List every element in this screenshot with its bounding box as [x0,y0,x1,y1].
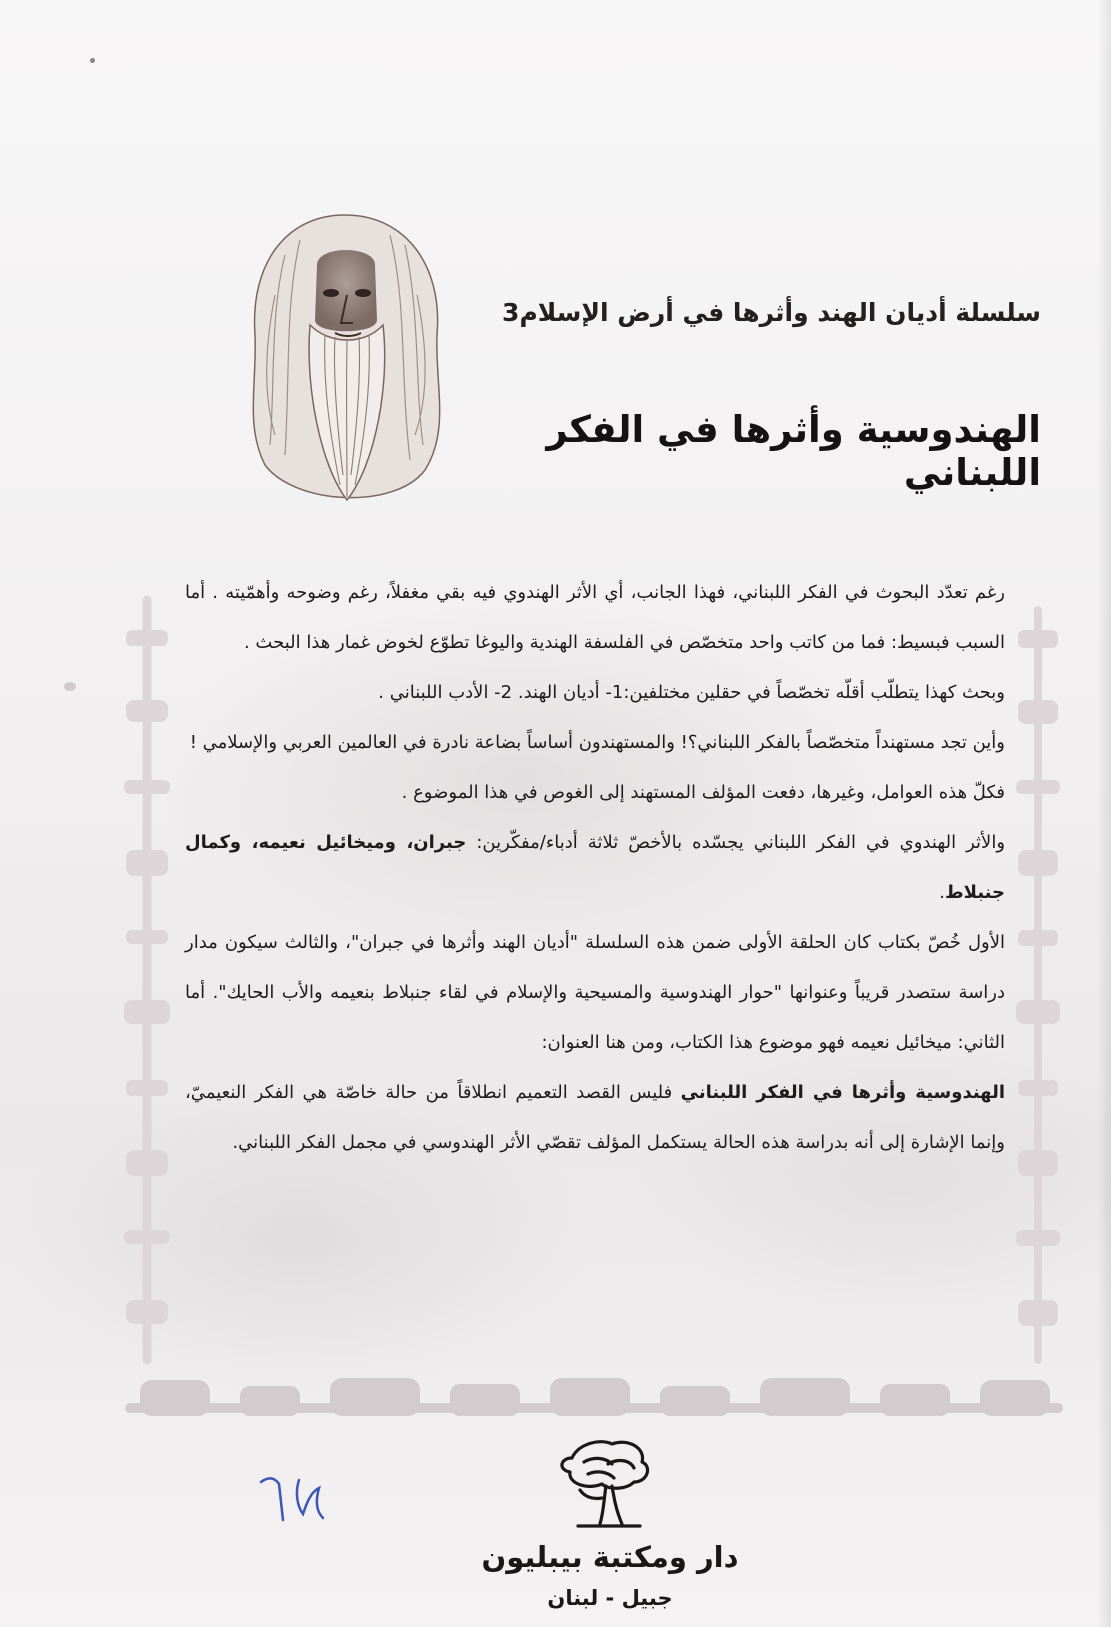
blurb-paragraph-5-start: والأثر الهندوي في الفكر اللبناني يجسّده بالأخصّ ثلاثة أدباء/مفكّرين: [466,832,1006,853]
blurb-paragraph-1: رغم تعدّد البحوث في الفكر اللبناني، فهذا الجانب، أي الأثر الهندوي فيه بقي مغفلاً، رغم وضوحه وأهمّيته . أما السبب فبسيط: فما من كاتب واحد متخصّص في الفلسفة الهندية واليوغا تطوّع لخوض غمار هذا البحث . [185,582,1005,653]
scan-speck [64,682,76,691]
author-names: جبران، وميخائيل نعيمه، وكمال جنبلاط [185,832,1005,903]
calligraphy-frame-left [118,590,176,1370]
scan-speck [90,58,95,63]
blurb-paragraph-3: وأين تجد مستهنداً متخصّصاً بالفكر اللبناني؟! والمستهندون أساساً بضاعة نادرة في العالمين العربي والإسلامي ! [189,732,1005,753]
blurb-paragraph-4: فكلّ هذه العوامل، وغيرها، دفعت المؤلف المستهند إلى الغوص في هذا الموضوع . [401,782,1005,803]
publisher-location: جبيل - لبنان [547,1586,673,1610]
calligraphy-frame-bottom [120,1368,1068,1428]
scan-edge-shadow [1097,0,1111,1627]
book-title: الهندوسية وأثرها في الفكر اللبناني [546,408,1041,494]
book-title-inline: الهندوسية وأثرها في الفكر اللبناني [680,1082,1005,1103]
calligraphy-frame-right [1012,600,1064,1370]
blurb-paragraph-6: الأول خُصّ بكتاب كان الحلقة الأولى ضمن هذه السلسلة "أديان الهند وأثرها في جبران"، والثالث سيكون مدار دراسة ستصدر قريباً وعنوانها "حوار الهندوسية والمسيحية والإسلام في لقاء جنبلاط بنعيمه والأب الحايك". أما الثاني: ميخائيل نعيمه فهو موضوع هذا الكتاب، ومن هنا العنوان: [185,932,1005,1053]
publisher-name: دار ومكتبة بيبليون [481,1540,739,1574]
portrait-sketch [225,185,465,515]
blurb-text [185,568,1005,1168]
series-title: سلسلة أديان الهند وأثرها في أرض الإسلام3 [502,298,1041,327]
blurb-paragraph-5 [185,818,1005,918]
tree-logo-icon [548,1428,664,1536]
blurb-paragraph-7-rest: فليس القصد التعميم انطلاقاً من حالة خاصّة هي الفكر النعيميّ، وإنما الإشارة إلى أنه بدراسة هذه الحالة يستكمل المؤلف تقصّي الأثر الهندوسي في مجمل الفكر اللبناني. [185,1082,1005,1153]
blurb-paragraph-2: وبحث كهذا يتطلّب أقلّه تخصّصاً في حقلين مختلفين:1- أديان الهند. 2- الأدب اللبناني . [378,682,1005,703]
blurb-paragraph-5-end: . [939,882,945,903]
handwritten-number [255,1462,335,1532]
blurb-paragraph-7 [185,1068,1005,1168]
